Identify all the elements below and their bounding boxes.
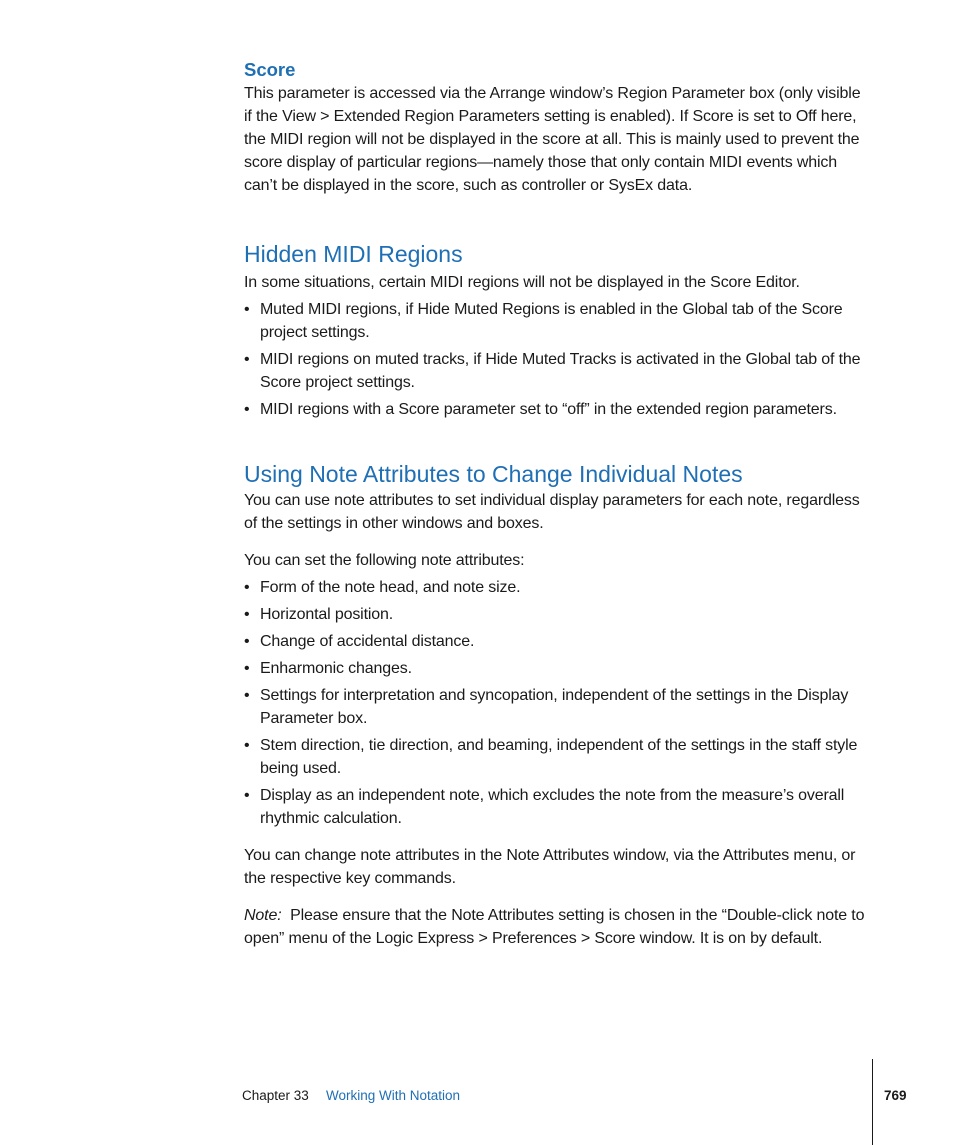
page-content (244, 58, 872, 950)
bullet-icon: • (244, 606, 250, 623)
attributes-list-intro: You can set the following note attributes: (244, 552, 525, 569)
bullet-icon: • (244, 351, 250, 368)
hidden-midi-regions-heading: Hidden MIDI Regions (244, 241, 463, 267)
note-paragraph (244, 904, 872, 950)
score-heading: Score (244, 59, 296, 80)
bullet-icon: • (244, 301, 250, 318)
list-item: • Change of accidental distance. (244, 630, 872, 653)
attributes-change-text: You can change note attributes in the Note Attributes window, via the Attributes menu, or the respective key commands. (244, 847, 856, 887)
list-item: • Form of the note head, and note size. (244, 576, 872, 599)
list-item: • Display as an independent note, which excludes the note from the measure’s overall rhythmic calculation. (244, 784, 872, 830)
note-attributes-heading: Using Note Attributes to Change Individual Notes (244, 461, 743, 487)
list-item: • MIDI regions on muted tracks, if Hide Muted Tracks is activated in the Global tab of the Score project settings. (244, 348, 872, 394)
note-text: Please ensure that the Note Attributes setting is chosen in the “Double-click note to open” menu of the Logic Express > Preferences > Score window. It is on by default. (244, 907, 865, 947)
footer-chapter: Chapter 33 (242, 1088, 309, 1103)
bullet-icon: • (244, 687, 250, 704)
bullet-icon: • (244, 660, 250, 677)
list-item: • Enharmonic changes. (244, 657, 872, 680)
bullet-icon: • (244, 401, 250, 418)
list-item: • MIDI regions with a Score parameter set to “off” in the extended region parameters. (244, 398, 872, 421)
list-item: • Settings for interpretation and syncopation, independent of the settings in the Display Parameter box. (244, 684, 872, 730)
page-number: 769 (884, 1088, 907, 1103)
note-label: Note: (244, 907, 282, 924)
footer-chapter-title: Working With Notation (326, 1088, 461, 1103)
bullet-icon: • (244, 737, 250, 754)
list-item: • Stem direction, tie direction, and beaming, independent of the settings in the staff style being used. (244, 734, 872, 780)
bullet-icon: • (244, 579, 250, 596)
attributes-intro: You can use note attributes to set individual display parameters for each note, regardless of the settings in other windows and boxes. (244, 492, 860, 532)
footer-divider (872, 1059, 873, 1145)
hidden-intro: In some situations, certain MIDI regions will not be displayed in the Score Editor. (244, 274, 800, 291)
list-item: • Horizontal position. (244, 603, 872, 626)
hidden-bullet-list (244, 298, 872, 421)
bullet-icon: • (244, 633, 250, 650)
bullet-icon: • (244, 787, 250, 804)
attributes-bullet-list (244, 576, 872, 830)
list-item: • Muted MIDI regions, if Hide Muted Regions is enabled in the Global tab of the Score project settings. (244, 298, 872, 344)
score-body: This parameter is accessed via the Arrange window’s Region Parameter box (only visible if the View > Extended Region Parameters setting is enabled). If Score is set to Off here, the MIDI region will not be displayed in the score at all. This is mainly used to prevent the score display of particular regions—namely those that only contain MIDI events which can’t be displayed in the score, such as controller or SysEx data. (244, 85, 861, 194)
